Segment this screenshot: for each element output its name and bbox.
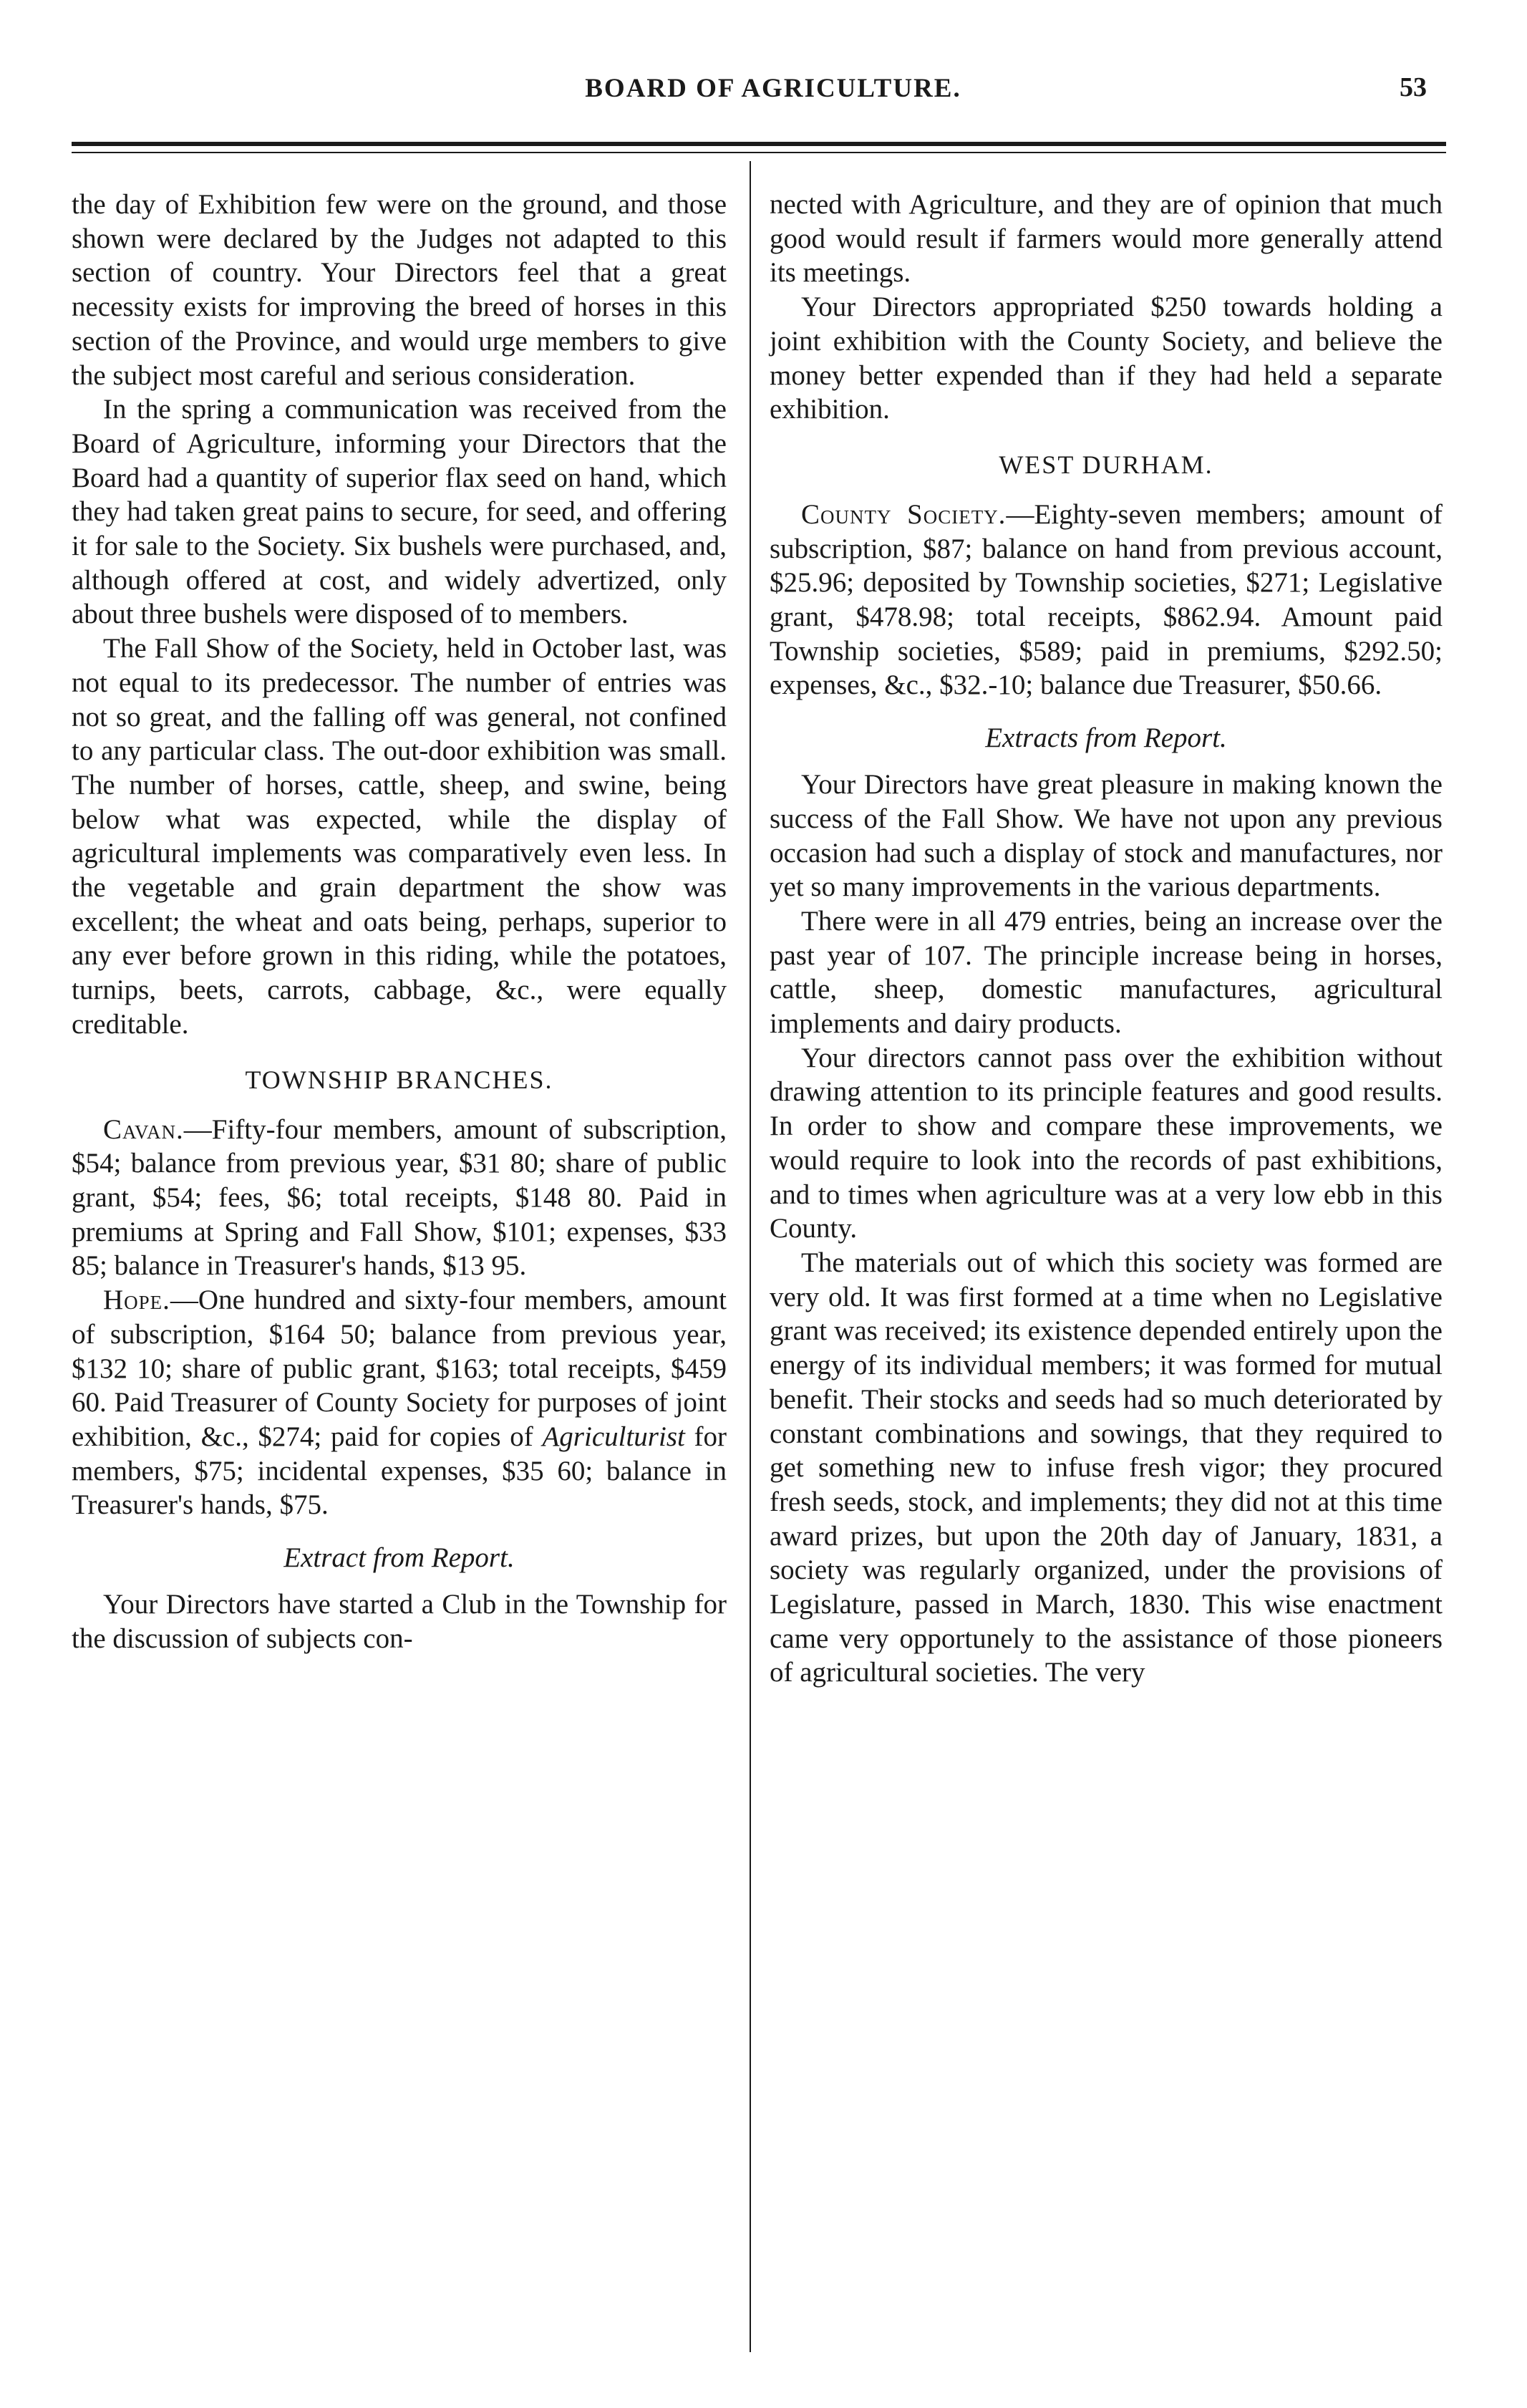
paragraph-horses: the day of Exhibition few were on the ground, and those shown were declared by the Judges not adapted to this section of country. Your Directors feel that a great necessity exists for improving the breed of horses in this section of the Province, and would urge members to give the subject most careful and serious consideration. — [72, 189, 727, 391]
right-column — [770, 188, 1443, 1690]
paragraph-entries: There were in all 479 entries, being an increase over the past year of 107. The principle increase being in horses, cattle, sheep, domestic manufactures, agricultural implements and dairy products. — [770, 905, 1443, 1040]
paragraph-fall-show: The Fall Show of the Society, held in October last, was not equal to its predecessor. The number of entries was not so great, and the falling off was general, not confined to any particular class. The out-door exhibition was small. The number of horses, cattle, sheep, and swine, being below what was expected, while the display of agricultural implements was comparatively even less. In the vegetable and grain department the show was excellent; the wheat and oats being, perhaps, superior to any ever before grown in this riding, while the potatoes, turnips, beets, carrots, cabbage, &c., were equally creditable. — [72, 633, 727, 1040]
heading-township-branches: TOWNSHIP BRANCHES. — [245, 1065, 553, 1094]
running-title: BOARD OF AGRICULTURE. — [585, 74, 961, 103]
paragraph-appropriated: Your Directors appropriated $250 towards holding a joint exhibition with the County Society, and believe the money better expended than if they had held a separate exhibition. — [770, 291, 1443, 425]
paragraph-directors: Your directors cannot pass over the exhibition without drawing attention to its principle features and good results. In order to show and compare these improvements, we would require to look into the records of past exhibitions, and to times when agriculture was at a very low ebb in this County. — [770, 1042, 1443, 1244]
paragraph-continued: nected with Agriculture, and they are of opinion that much good would result if farmers would more generally attend its meetings. — [770, 189, 1443, 289]
paragraph-pleasure: Your Directors have great pleasure in making known the success of the Fall Show. We have not upon any previous occasion had such a display of stock and manufactures, nor yet so many improvements in the various departments. — [770, 769, 1443, 903]
county-text: —Eighty-seven members; amount of subscription, $87; balance on hand from previous account, $25.96; deposited by Township societies, $271; Legislative grant, $478.98; total receipts, $862.94. Amount paid Township societies, $589; paid in premiums, $292.50; expenses, &c., $32.-10; balance due Treasurer, $50.66. — [770, 498, 1443, 701]
cavan-text: —Fifty-four members, amount of subscription, $54; balance from previous year, $31 80; share of public grant, $54; fees, $6; total receipts, $148 80. Paid in premiums at Spring and Fall Show, $101; expenses, $33 85; balance in Treasurer's hands, $13 95. — [72, 1113, 727, 1282]
left-column — [72, 188, 727, 1655]
hope-italic: Agriculturist — [542, 1421, 685, 1452]
county-lead: County Society. — [801, 498, 1007, 530]
paragraph-flax-seed: In the spring a communication was received from the Board of Agriculture, informing your Directors that the Board had a quantity of superior flax seed on hand, which they had taken great pains to secure, for seed, and offering it for sale to the Society. Six bushels were purchased, and, although offered at cost, and widely advertized, only about three bushels were disposed of to members. — [72, 394, 727, 630]
paragraph-club: Your Directors have started a Club in the Township for the discussion of subjects con- — [72, 1589, 727, 1654]
column-divider — [750, 161, 751, 2352]
paragraph-hope — [72, 1283, 727, 1522]
header-rule-thick — [72, 142, 1446, 146]
hope-text-1: —One hundred and sixty-four members, amount of subscription, $164 50; balance from previous year, $132 10; share of public grant, $163; total receipts, $459 60. Paid Treasurer of County Society for purposes of joint exhibition, &c., $274; paid for copies of — [72, 1285, 727, 1452]
paragraph-materials: The materials out of which this society was formed are very old. It was first formed at a time when no Legislative grant was received; its existence depended entirely upon the energy of its individual members; it was formed for mutual benefit. Their stocks and seeds had so much deteriorated by constant combinations and sowings, that they required to get something new to infuse fresh vigor; they procured fresh seeds, stock, and implements; they did not at this time award prizes, but upon the 20th day of January, 1831, a society was regularly organized, under the provisions of Legislature, passed in March, 1830. This wise enactment came very opportunely to the assistance of those pioneers of agricultural societies. The very — [770, 1247, 1443, 1688]
heading-extracts-from-report: Extracts from Report. — [985, 722, 1227, 754]
cavan-lead: Cavan. — [103, 1113, 184, 1145]
page-number: 53 — [1400, 72, 1427, 102]
paragraph-cavan — [72, 1113, 727, 1284]
hope-text-2: for members, $75; incidental expenses, $35 60; balance in Treasurer's hands, $75. — [72, 1421, 727, 1521]
hope-lead: Hope. — [103, 1285, 170, 1316]
heading-extract-from-report: Extract from Report. — [283, 1542, 515, 1574]
paragraph-county-society — [770, 498, 1443, 702]
heading-west-durham: WEST DURHAM. — [999, 450, 1213, 479]
header-rule-thin — [72, 152, 1446, 153]
